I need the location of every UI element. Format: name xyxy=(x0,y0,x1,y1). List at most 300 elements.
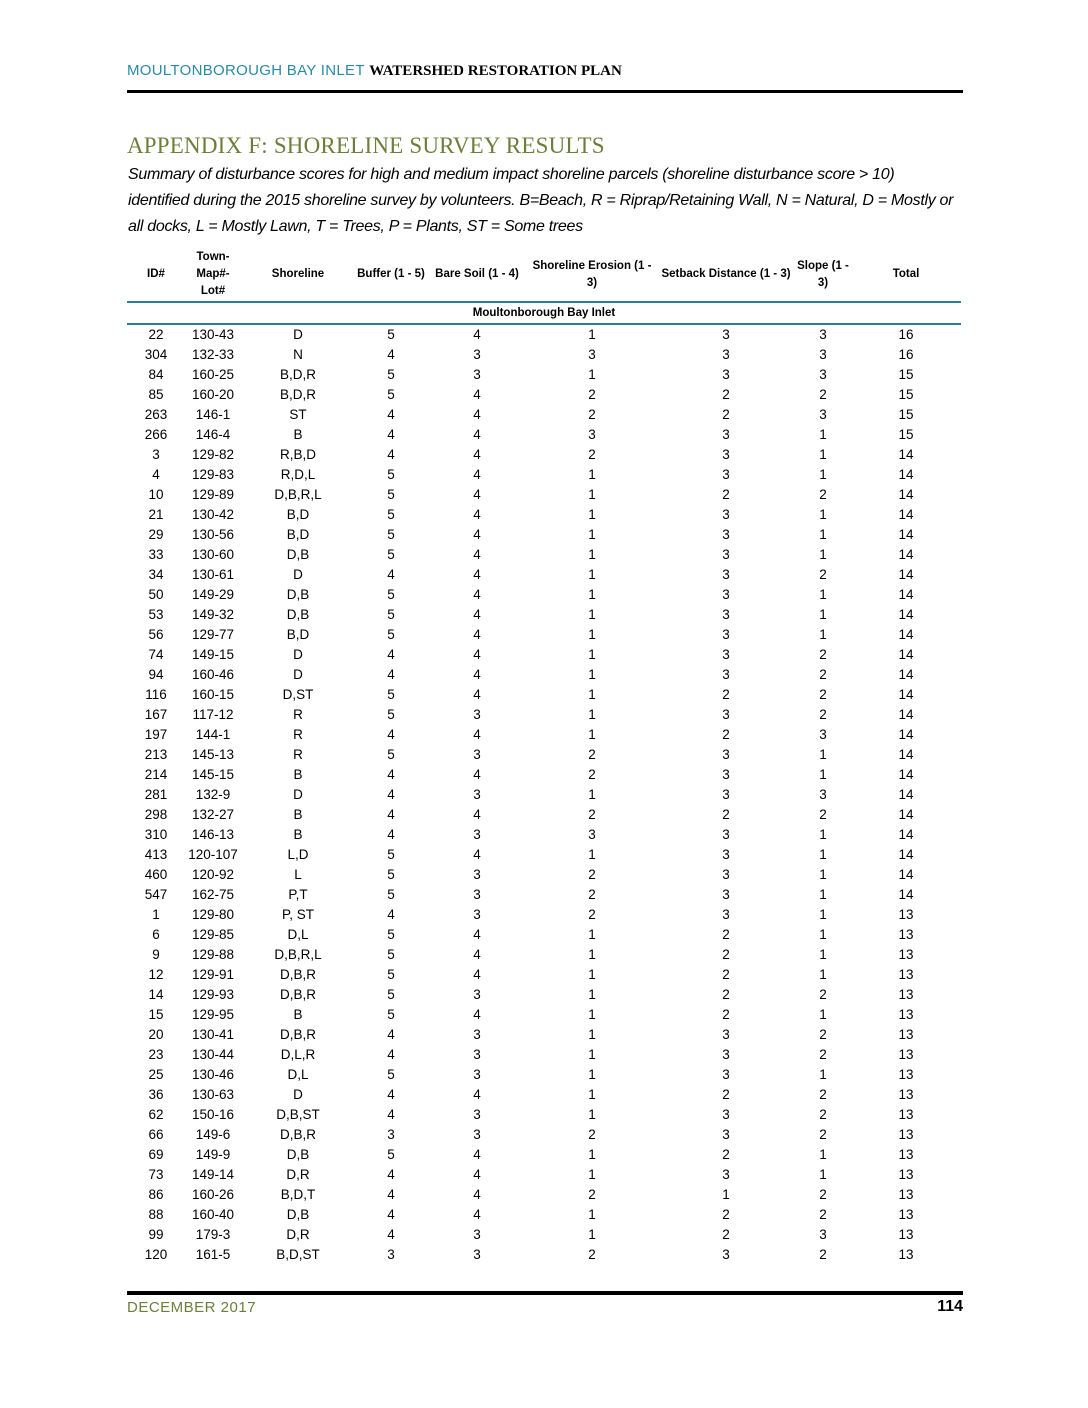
cell-town-map-lot: 130-44 xyxy=(191,1047,235,1062)
table-row xyxy=(127,985,961,1005)
cell-shoreline-erosion: 1 xyxy=(588,1227,596,1242)
cell-setback-distance: 3 xyxy=(722,867,730,882)
cell-slope: 1 xyxy=(819,467,827,482)
cell-bare-soil: 4 xyxy=(473,327,481,342)
cell-shoreline-erosion: 1 xyxy=(588,647,596,662)
cell-buffer: 4 xyxy=(387,667,395,682)
column-header-town-map-lot: Town-Map#-Lot# xyxy=(185,248,241,302)
cell-buffer: 4 xyxy=(387,647,395,662)
cell-id: 4 xyxy=(152,467,160,482)
cell-town-map-lot: 130-43 xyxy=(191,327,235,342)
cell-slope: 2 xyxy=(819,667,827,682)
cell-total: 13 xyxy=(898,927,914,942)
cell-town-map-lot: 149-29 xyxy=(191,587,235,602)
header-doc-title: WATERSHED RESTORATION PLAN xyxy=(369,63,622,79)
table-row xyxy=(127,1145,961,1165)
cell-buffer: 5 xyxy=(387,527,395,542)
cell-buffer: 5 xyxy=(387,967,395,982)
cell-total: 13 xyxy=(898,1067,914,1082)
cell-town-map-lot: 132-27 xyxy=(191,807,235,822)
cell-total: 14 xyxy=(898,827,914,842)
cell-total: 13 xyxy=(898,1187,914,1202)
cell-total: 13 xyxy=(898,1207,914,1222)
cell-setback-distance: 3 xyxy=(722,767,730,782)
cell-shoreline: D xyxy=(293,647,303,662)
cell-shoreline: P, ST xyxy=(281,907,315,922)
cell-shoreline-erosion: 1 xyxy=(588,1167,596,1182)
table-row xyxy=(127,1185,961,1205)
cell-slope: 2 xyxy=(819,387,827,402)
cell-shoreline-erosion: 2 xyxy=(588,387,596,402)
cell-setback-distance: 3 xyxy=(722,547,730,562)
cell-shoreline: D xyxy=(293,667,303,682)
cell-total: 13 xyxy=(898,1107,914,1122)
cell-shoreline-erosion: 2 xyxy=(588,907,596,922)
cell-town-map-lot: 146-1 xyxy=(195,407,231,422)
cell-shoreline-erosion: 1 xyxy=(588,707,596,722)
table-row xyxy=(127,445,961,465)
cell-total: 14 xyxy=(898,507,914,522)
cell-town-map-lot: 160-40 xyxy=(191,1207,235,1222)
cell-bare-soil: 3 xyxy=(473,347,481,362)
cell-slope: 1 xyxy=(819,767,827,782)
column-header-bare-soil: Bare Soil (1 - 4) xyxy=(427,248,527,302)
cell-shoreline: B xyxy=(293,827,303,842)
cell-total: 14 xyxy=(898,707,914,722)
cell-shoreline: D,B,R xyxy=(279,1127,316,1142)
cell-id: 33 xyxy=(148,547,164,562)
cell-bare-soil: 4 xyxy=(473,607,481,622)
column-header-shoreline: Shoreline xyxy=(241,248,355,302)
cell-shoreline: D,L xyxy=(287,927,309,942)
cell-id: 460 xyxy=(144,867,168,882)
cell-shoreline-erosion: 2 xyxy=(588,407,596,422)
table-row xyxy=(127,925,961,945)
cell-bare-soil: 3 xyxy=(473,1047,481,1062)
column-header-total: Total xyxy=(851,248,961,302)
page-footer xyxy=(127,1291,963,1316)
cell-slope: 2 xyxy=(819,1027,827,1042)
table-caption: Summary of disturbance scores for high and medium impact shoreline parcels (shoreline disturbance score > 10) identified during the 2015 shoreline survey by volunteers. B=Beach, R = Riprap/Retaining Wall, N = Natural, D = Mostly or all docks, L = Mostly Lawn, T = Trees, P = Plants, ST = Some trees xyxy=(128,166,954,235)
cell-town-map-lot: 146-4 xyxy=(195,427,231,442)
cell-id: 62 xyxy=(148,1107,164,1122)
cell-buffer: 5 xyxy=(387,587,395,602)
table-row xyxy=(127,1045,961,1065)
cell-total: 13 xyxy=(898,1167,914,1182)
cell-bare-soil: 4 xyxy=(473,667,481,682)
cell-town-map-lot: 130-61 xyxy=(191,567,235,582)
cell-slope: 1 xyxy=(819,1067,827,1082)
cell-slope: 1 xyxy=(819,827,827,842)
cell-shoreline: D,B xyxy=(286,587,310,602)
cell-shoreline: D,R xyxy=(286,1227,310,1242)
cell-bare-soil: 3 xyxy=(473,887,481,902)
cell-town-map-lot: 130-42 xyxy=(191,507,235,522)
cell-shoreline: B xyxy=(293,807,303,822)
cell-buffer: 5 xyxy=(387,687,395,702)
cell-id: 310 xyxy=(144,827,168,842)
cell-slope: 1 xyxy=(819,607,827,622)
cell-shoreline: D,B,R xyxy=(279,987,316,1002)
cell-buffer: 5 xyxy=(387,947,395,962)
cell-total: 14 xyxy=(898,887,914,902)
cell-bare-soil: 4 xyxy=(473,547,481,562)
cell-setback-distance: 2 xyxy=(722,927,730,942)
cell-buffer: 4 xyxy=(387,447,395,462)
cell-shoreline: D,B,R,L xyxy=(274,487,322,502)
table-row xyxy=(127,405,961,425)
cell-buffer: 5 xyxy=(387,547,395,562)
cell-town-map-lot: 132-33 xyxy=(191,347,235,362)
cell-shoreline: D,B xyxy=(286,547,310,562)
cell-buffer: 4 xyxy=(387,787,395,802)
cell-shoreline: D,L xyxy=(287,1067,309,1082)
cell-total: 13 xyxy=(898,987,914,1002)
cell-slope: 1 xyxy=(819,867,827,882)
cell-shoreline: B,D xyxy=(286,507,310,522)
cell-shoreline-erosion: 1 xyxy=(588,667,596,682)
cell-bare-soil: 4 xyxy=(473,1087,481,1102)
cell-setback-distance: 3 xyxy=(722,447,730,462)
cell-buffer: 5 xyxy=(387,887,395,902)
cell-town-map-lot: 144-1 xyxy=(195,727,231,742)
table-row xyxy=(127,785,961,805)
cell-bare-soil: 3 xyxy=(473,1107,481,1122)
cell-id: 36 xyxy=(148,1087,164,1102)
cell-id: 56 xyxy=(148,627,164,642)
cell-town-map-lot: 130-63 xyxy=(191,1087,235,1102)
cell-shoreline: P,T xyxy=(288,887,308,902)
cell-id: 298 xyxy=(144,807,168,822)
cell-id: 547 xyxy=(144,887,168,902)
cell-shoreline: D xyxy=(293,787,303,802)
cell-setback-distance: 2 xyxy=(722,807,730,822)
table-row xyxy=(127,765,961,785)
cell-total: 13 xyxy=(898,907,914,922)
cell-slope: 2 xyxy=(819,1187,827,1202)
cell-id: 20 xyxy=(148,1027,164,1042)
cell-shoreline-erosion: 1 xyxy=(588,947,596,962)
table-row xyxy=(127,525,961,545)
cell-total: 14 xyxy=(898,847,914,862)
cell-buffer: 5 xyxy=(387,607,395,622)
cell-total: 14 xyxy=(898,607,914,622)
cell-shoreline-erosion: 1 xyxy=(588,1067,596,1082)
cell-shoreline: N xyxy=(293,347,303,362)
cell-town-map-lot: 129-93 xyxy=(191,987,235,1002)
cell-town-map-lot: 160-26 xyxy=(191,1187,235,1202)
cell-setback-distance: 2 xyxy=(722,967,730,982)
cell-bare-soil: 3 xyxy=(473,867,481,882)
cell-shoreline: D xyxy=(293,567,303,582)
column-header-slope: Slope (1 - 3) xyxy=(795,248,851,302)
cell-town-map-lot: 130-56 xyxy=(191,527,235,542)
cell-town-map-lot: 129-88 xyxy=(191,947,235,962)
cell-total: 14 xyxy=(898,807,914,822)
cell-shoreline: B,D,R xyxy=(279,367,316,382)
cell-setback-distance: 3 xyxy=(722,647,730,662)
cell-shoreline-erosion: 1 xyxy=(588,1087,596,1102)
table-row xyxy=(127,505,961,525)
cell-slope: 1 xyxy=(819,887,827,902)
cell-setback-distance: 3 xyxy=(722,627,730,642)
cell-total: 14 xyxy=(898,547,914,562)
cell-id: 197 xyxy=(144,727,168,742)
cell-total: 14 xyxy=(898,567,914,582)
cell-buffer: 5 xyxy=(387,987,395,1002)
cell-slope: 3 xyxy=(819,1227,827,1242)
cell-shoreline-erosion: 1 xyxy=(588,527,596,542)
cell-slope: 1 xyxy=(819,967,827,982)
cell-total: 14 xyxy=(898,467,914,482)
cell-bare-soil: 4 xyxy=(473,727,481,742)
cell-buffer: 4 xyxy=(387,567,395,582)
cell-buffer: 5 xyxy=(387,1147,395,1162)
cell-buffer: 5 xyxy=(387,1067,395,1082)
cell-slope: 1 xyxy=(819,627,827,642)
table-row xyxy=(127,665,961,685)
cell-shoreline-erosion: 1 xyxy=(588,1147,596,1162)
cell-town-map-lot: 132-9 xyxy=(195,787,231,802)
cell-buffer: 4 xyxy=(387,1167,395,1182)
page-title: APPENDIX F: SHORELINE SURVEY RESULTS xyxy=(127,133,605,158)
cell-total: 13 xyxy=(898,1247,914,1262)
cell-slope: 1 xyxy=(819,1007,827,1022)
cell-id: 281 xyxy=(144,787,168,802)
cell-shoreline: R xyxy=(293,727,303,742)
cell-bare-soil: 4 xyxy=(473,467,481,482)
cell-shoreline: B xyxy=(293,427,303,442)
cell-town-map-lot: 160-20 xyxy=(191,387,235,402)
cell-buffer: 5 xyxy=(387,367,395,382)
cell-total: 13 xyxy=(898,1027,914,1042)
cell-bare-soil: 4 xyxy=(473,967,481,982)
cell-town-map-lot: 146-13 xyxy=(191,827,235,842)
cell-total: 13 xyxy=(898,1127,914,1142)
cell-total: 15 xyxy=(898,407,914,422)
cell-slope: 2 xyxy=(819,807,827,822)
cell-shoreline-erosion: 1 xyxy=(588,587,596,602)
cell-setback-distance: 2 xyxy=(722,687,730,702)
cell-town-map-lot: 129-80 xyxy=(191,907,235,922)
column-header-shoreline-erosion: Shoreline Erosion (1 - 3) xyxy=(527,248,657,302)
cell-town-map-lot: 161-5 xyxy=(195,1247,231,1262)
cell-shoreline: R,D,L xyxy=(280,467,316,482)
cell-buffer: 5 xyxy=(387,507,395,522)
cell-shoreline: ST xyxy=(289,407,307,422)
cell-slope: 1 xyxy=(819,907,827,922)
cell-slope: 2 xyxy=(819,647,827,662)
table-row xyxy=(127,485,961,505)
cell-total: 15 xyxy=(898,387,914,402)
cell-total: 14 xyxy=(898,767,914,782)
cell-id: 3 xyxy=(152,447,160,462)
table-row xyxy=(127,1065,961,1085)
cell-town-map-lot: 120-107 xyxy=(188,847,238,862)
table-row xyxy=(127,1125,961,1145)
cell-setback-distance: 3 xyxy=(722,1127,730,1142)
header-org: MOULTONBOROUGH BAY INLET xyxy=(127,62,365,79)
table-row xyxy=(127,945,961,965)
cell-setback-distance: 3 xyxy=(722,667,730,682)
cell-id: 29 xyxy=(148,527,164,542)
cell-town-map-lot: 129-91 xyxy=(191,967,235,982)
cell-slope: 3 xyxy=(819,347,827,362)
cell-bare-soil: 3 xyxy=(473,827,481,842)
cell-shoreline-erosion: 1 xyxy=(588,727,596,742)
cell-id: 120 xyxy=(144,1247,168,1262)
cell-total: 13 xyxy=(898,1047,914,1062)
cell-bare-soil: 4 xyxy=(473,407,481,422)
cell-id: 15 xyxy=(148,1007,164,1022)
cell-slope: 2 xyxy=(819,1087,827,1102)
cell-shoreline-erosion: 2 xyxy=(588,1127,596,1142)
cell-bare-soil: 3 xyxy=(473,907,481,922)
cell-setback-distance: 3 xyxy=(722,747,730,762)
cell-shoreline-erosion: 2 xyxy=(588,807,596,822)
footer-date: DECEMBER 2017 xyxy=(127,1299,257,1316)
cell-bare-soil: 4 xyxy=(473,807,481,822)
cell-setback-distance: 3 xyxy=(722,587,730,602)
cell-id: 9 xyxy=(152,947,160,962)
cell-slope: 1 xyxy=(819,447,827,462)
cell-shoreline-erosion: 1 xyxy=(588,367,596,382)
cell-setback-distance: 3 xyxy=(722,887,730,902)
cell-bare-soil: 4 xyxy=(473,927,481,942)
cell-buffer: 4 xyxy=(387,1227,395,1242)
cell-shoreline-erosion: 1 xyxy=(588,687,596,702)
table-row xyxy=(127,465,961,485)
cell-buffer: 5 xyxy=(387,747,395,762)
cell-town-map-lot: 117-12 xyxy=(192,707,234,722)
cell-shoreline: R xyxy=(293,707,303,722)
cell-setback-distance: 3 xyxy=(722,427,730,442)
cell-bare-soil: 4 xyxy=(473,687,481,702)
cell-bare-soil: 3 xyxy=(473,747,481,762)
table-row xyxy=(127,805,961,825)
cell-total: 13 xyxy=(898,967,914,982)
cell-town-map-lot: 129-82 xyxy=(191,447,235,462)
cell-setback-distance: 3 xyxy=(722,567,730,582)
table-row xyxy=(127,385,961,405)
cell-id: 263 xyxy=(144,407,168,422)
table-row xyxy=(127,705,961,725)
page-header xyxy=(127,62,963,93)
cell-id: 304 xyxy=(144,347,168,362)
cell-bare-soil: 4 xyxy=(473,527,481,542)
cell-buffer: 5 xyxy=(387,327,395,342)
cell-town-map-lot: 149-32 xyxy=(191,607,235,622)
cell-id: 1 xyxy=(152,907,160,922)
cell-setback-distance: 2 xyxy=(722,947,730,962)
cell-shoreline: D,R xyxy=(286,1167,310,1182)
cell-id: 66 xyxy=(148,1127,164,1142)
cell-town-map-lot: 149-9 xyxy=(195,1147,231,1162)
cell-total: 14 xyxy=(898,447,914,462)
cell-shoreline-erosion: 2 xyxy=(588,767,596,782)
table-row xyxy=(127,685,961,705)
cell-slope: 1 xyxy=(819,547,827,562)
cell-bare-soil: 4 xyxy=(473,567,481,582)
cell-shoreline: L,D xyxy=(287,847,309,862)
cell-buffer: 3 xyxy=(387,1247,395,1262)
cell-buffer: 5 xyxy=(387,627,395,642)
cell-id: 10 xyxy=(148,487,164,502)
cell-bare-soil: 4 xyxy=(473,387,481,402)
cell-town-map-lot: 129-89 xyxy=(191,487,235,502)
table-row xyxy=(127,1245,961,1265)
cell-town-map-lot: 179-3 xyxy=(195,1227,231,1242)
cell-total: 15 xyxy=(898,367,914,382)
cell-setback-distance: 3 xyxy=(722,347,730,362)
cell-shoreline: B,D,T xyxy=(280,1187,316,1202)
cell-shoreline: D,B xyxy=(286,607,310,622)
cell-id: 116 xyxy=(145,687,167,702)
cell-slope: 1 xyxy=(819,527,827,542)
cell-setback-distance: 3 xyxy=(722,527,730,542)
cell-shoreline: D xyxy=(293,327,303,342)
cell-buffer: 5 xyxy=(387,927,395,942)
cell-shoreline: D,ST xyxy=(282,687,314,702)
cell-shoreline-erosion: 2 xyxy=(588,1247,596,1262)
cell-shoreline: B,D xyxy=(286,627,310,642)
cell-total: 16 xyxy=(898,347,914,362)
cell-slope: 3 xyxy=(819,327,827,342)
cell-bare-soil: 4 xyxy=(473,587,481,602)
cell-setback-distance: 2 xyxy=(722,987,730,1002)
cell-id: 214 xyxy=(144,767,168,782)
cell-bare-soil: 4 xyxy=(473,1187,481,1202)
cell-slope: 1 xyxy=(819,947,827,962)
cell-shoreline-erosion: 3 xyxy=(588,427,596,442)
cell-setback-distance: 2 xyxy=(722,487,730,502)
cell-bare-soil: 4 xyxy=(473,507,481,522)
cell-buffer: 4 xyxy=(387,1207,395,1222)
cell-id: 94 xyxy=(148,667,164,682)
cell-shoreline: B,D xyxy=(286,527,310,542)
cell-town-map-lot: 130-41 xyxy=(191,1027,235,1042)
table-row xyxy=(127,965,961,985)
column-header-setback-distance: Setback Distance (1 - 3) xyxy=(657,248,795,302)
cell-shoreline: D xyxy=(293,1087,303,1102)
cell-setback-distance: 2 xyxy=(722,1007,730,1022)
cell-id: 6 xyxy=(152,927,160,942)
cell-bare-soil: 3 xyxy=(473,367,481,382)
column-header-id: ID# xyxy=(127,248,185,302)
cell-buffer: 5 xyxy=(387,387,395,402)
cell-town-map-lot: 129-83 xyxy=(191,467,235,482)
cell-shoreline-erosion: 1 xyxy=(588,607,596,622)
table-row xyxy=(127,725,961,745)
cell-bare-soil: 4 xyxy=(473,487,481,502)
cell-town-map-lot: 149-6 xyxy=(195,1127,231,1142)
cell-slope: 2 xyxy=(819,1207,827,1222)
cell-setback-distance: 2 xyxy=(722,407,730,422)
cell-id: 50 xyxy=(148,587,164,602)
cell-shoreline-erosion: 1 xyxy=(588,487,596,502)
cell-id: 74 xyxy=(148,647,164,662)
cell-shoreline: D,B xyxy=(286,1207,310,1222)
cell-shoreline-erosion: 1 xyxy=(588,1207,596,1222)
cell-town-map-lot: 149-15 xyxy=(191,647,235,662)
cell-setback-distance: 3 xyxy=(722,1067,730,1082)
cell-shoreline-erosion: 2 xyxy=(588,747,596,762)
cell-total: 14 xyxy=(898,687,914,702)
cell-shoreline: B xyxy=(293,1007,303,1022)
cell-total: 14 xyxy=(898,747,914,762)
cell-shoreline-erosion: 1 xyxy=(588,467,596,482)
cell-buffer: 4 xyxy=(387,727,395,742)
